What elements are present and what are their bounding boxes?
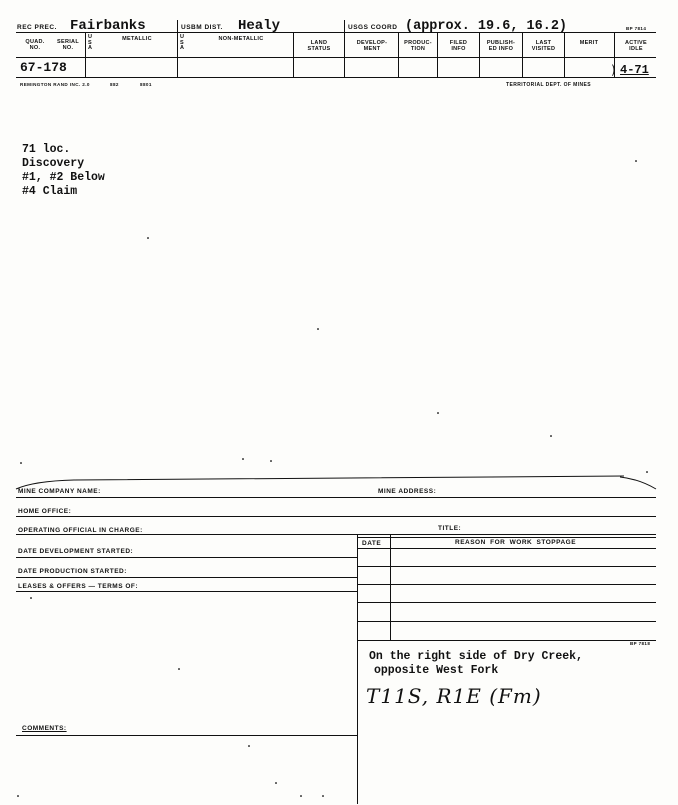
home-office-label: HOME OFFICE:: [18, 508, 72, 515]
usgs-coord-value: (approx. 19.6, 16.2): [405, 19, 568, 34]
printer-code-b: 8801: [140, 82, 152, 87]
table-rule: [357, 566, 656, 567]
form-rule: [16, 735, 358, 736]
department-line: TERRITORIAL DEPT. OF MINES: [506, 82, 591, 88]
leases-label: LEASES & OFFERS — TERMS OF:: [18, 583, 139, 590]
table-rule: [357, 640, 656, 641]
header-divider: [293, 32, 294, 78]
scan-speck: [248, 745, 250, 747]
title-label: TITLE:: [438, 525, 462, 532]
usa-letters-nonmetallic: U S A: [180, 34, 185, 51]
printer-line: REMINGTON RAND INC. 2.0: [20, 82, 90, 87]
usgs-coord-label: USGS COORD: [348, 24, 398, 31]
scan-speck: [178, 668, 180, 670]
form-rule: [16, 497, 656, 498]
location-notes: [22, 143, 105, 199]
operating-official-label: OPERATING OFFICIAL IN CHARGE:: [18, 527, 143, 534]
quad-serial-value: 67-178: [20, 60, 67, 75]
mine-address-label: MINE ADDRESS:: [378, 488, 437, 495]
active-idle-label: ACTIVE IDLE: [625, 40, 647, 52]
header-divider: [564, 32, 565, 78]
table-rule: [357, 537, 656, 538]
note-line: 71 loc.: [22, 143, 71, 156]
scan-speck: [437, 412, 439, 414]
lower-form-number: BP 7818: [630, 641, 651, 646]
table-rule: [357, 584, 656, 585]
header-divider: [479, 32, 480, 78]
scan-speck: [275, 782, 277, 784]
form-rule: [16, 557, 358, 558]
note-line: #4 Claim: [22, 185, 78, 198]
header-divider: [437, 32, 438, 78]
header-mid-rule: [16, 57, 656, 58]
table-divider: [357, 534, 358, 804]
dev-started-label: DATE DEVELOPMENT STARTED:: [18, 548, 134, 555]
production-label: PRODUC- TION: [404, 40, 432, 52]
scan-speck: [30, 597, 32, 599]
header-bottom-rule: [16, 77, 656, 78]
header-divider: [344, 20, 345, 78]
published-info-label: PUBLISH- ED INFO: [486, 40, 516, 52]
table-rule: [357, 602, 656, 603]
note-line: Discovery: [22, 157, 85, 170]
mine-company-label: MINE COMPANY NAME:: [18, 488, 101, 495]
last-visited-label: LAST VISITED: [531, 40, 556, 52]
merit-label: MERIT: [579, 40, 599, 46]
table-divider: [390, 534, 391, 640]
serial-no-label: SERIAL NO.: [57, 39, 79, 51]
rec-prec-value: Fairbanks: [70, 18, 146, 34]
rec-prec-label: REC PREC.: [17, 24, 57, 31]
usbm-dist-value: Healy: [238, 18, 281, 34]
bracket-mark: ): [611, 63, 616, 77]
non-metallic-label: NON-METALLIC: [218, 36, 264, 42]
location-remark-line2: opposite West Fork: [374, 664, 499, 677]
form-rule: [16, 577, 358, 578]
scan-speck: [550, 435, 552, 437]
handwritten-note: T11S, R1E (Fm): [366, 684, 542, 708]
scan-speck: [270, 460, 272, 462]
form-number: BP 7814: [626, 26, 647, 31]
scan-speck: [242, 458, 244, 460]
scan-speck: [300, 795, 302, 797]
quad-no-label: QUAD. NO.: [25, 39, 45, 51]
filed-info-label: FILED INFO: [449, 40, 468, 52]
active-idle-value: 4-71: [620, 63, 649, 77]
scan-speck: [17, 795, 19, 797]
development-label: DEVELOP- MENT: [356, 40, 388, 52]
card-edge: [14, 473, 658, 493]
header-divider: [85, 32, 86, 78]
printer-code-a: 882: [110, 82, 119, 87]
note-line: #1, #2 Below: [22, 171, 105, 184]
metallic-label: METALLIC: [122, 36, 152, 42]
land-status-label: LAND STATUS: [307, 40, 331, 52]
scan-speck: [317, 328, 319, 330]
comments-label: COMMENTS:: [22, 725, 67, 732]
table-rule: [357, 548, 656, 549]
reason-column-label: REASON FOR WORK STOPPAGE: [455, 539, 577, 546]
header-divider: [177, 20, 178, 78]
form-rule: [16, 534, 656, 535]
prod-started-label: DATE PRODUCTION STARTED:: [18, 568, 127, 575]
scan-speck: [635, 160, 637, 162]
usa-letters-metallic: U S A: [88, 34, 93, 51]
scan-speck: [147, 237, 149, 239]
scan-speck: [20, 462, 22, 464]
date-column-label: DATE: [362, 540, 382, 547]
scan-speck: [322, 795, 324, 797]
header-divider: [398, 32, 399, 78]
usbm-dist-label: USBM DIST.: [181, 24, 223, 31]
form-rule: [16, 516, 656, 517]
header-divider: [522, 32, 523, 78]
form-rule: [16, 591, 358, 592]
location-remark-line1: On the right side of Dry Creek,: [369, 650, 583, 663]
table-rule: [357, 621, 656, 622]
